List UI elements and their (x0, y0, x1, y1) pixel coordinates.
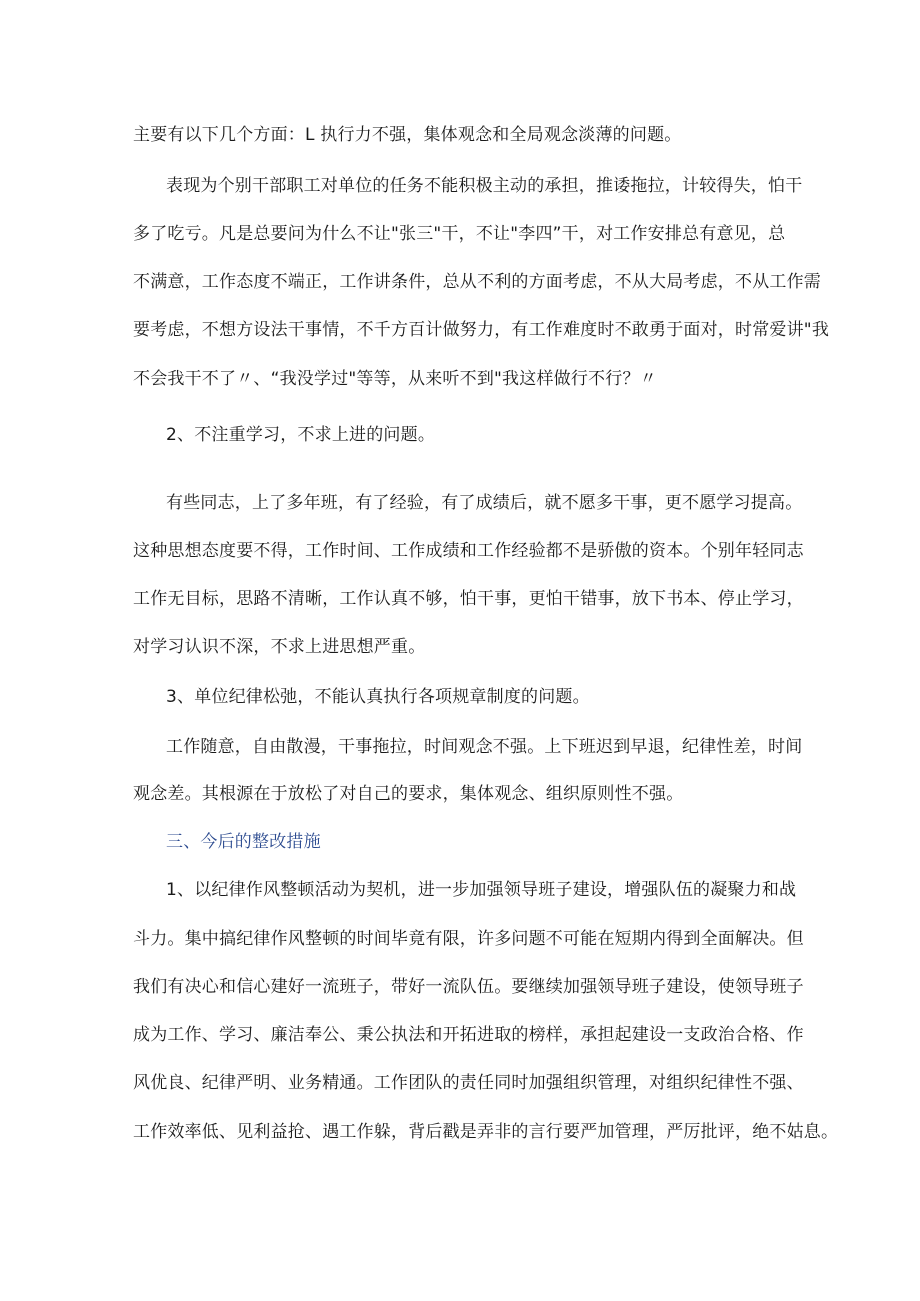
chapter-heading: 三、今后的整改措施 (166, 832, 321, 852)
text-line: 不会我干不了〃、“我没学过"等等，从来听不到"我这样做行不行？〃 (133, 369, 657, 389)
text-line: 风优良、纪律严明、业务精通。工作团队的责任同时加强组织管理，对组织纪律性不强、 (133, 1073, 804, 1093)
section-heading: 2、不注重学习，不求上进的问题。 (166, 425, 436, 445)
section-heading: 3、单位纪律松弛，不能认真执行各项规章制度的问题。 (166, 687, 590, 707)
text-line: 观念差。其根源在于放松了对自己的要求，集体观念、组织原则性不强。 (133, 784, 684, 804)
text-line: 工作无目标，思路不清晰，工作认真不够，怕干事，更怕干错事，放下书本、停止学习， (133, 589, 804, 609)
text-line: 这种思想态度要不得，工作时间、工作成绩和工作经验都不是骄傲的资本。个别年轻同志 (133, 541, 804, 561)
text-line: 我们有决心和信心建好一流班子，带好一流队伍。要继续加强领导班子建设，使领导班子 (133, 977, 804, 997)
text-line: 不满意，工作态度不端正，工作讲条件，总从不利的方面考虑，不从大局考虑，不从工作需 (133, 272, 821, 292)
text-line: 主要有以下几个方面：L 执行力不强，集体观念和全局观念淡薄的问题。 (133, 125, 682, 145)
text-line: 工作效率低、见利益抢、遇工作躲，背后戳是弄非的言行要严加管理，严厉批评，绝不姑息。 (133, 1122, 839, 1142)
text-line: 要考虑，不想方设法干事情，不千方百计做努力，有工作难度时不敢勇于面对，时常爱讲"我 (133, 320, 830, 340)
paragraph-line: 有些同志，上了多年班，有了经验，有了成绩后，就不愿多干事，更不愿学习提高。 (166, 493, 803, 513)
text-line: 斗力。集中搞纪律作风整顿的时间毕竟有限，许多问题不可能在短期内得到全面解决。但 (133, 929, 804, 949)
paragraph-line: 1、以纪律作风整顿活动为契机，进一步加强领导班子建设，增强队伍的凝聚力和战 (166, 880, 797, 900)
text-line: 对学习认识不深，不求上进思想严重。 (133, 637, 426, 657)
paragraph-line: 工作随意，自由散漫，干事拖拉，时间观念不强。上下班迟到早退，纪律性差，时间 (166, 737, 803, 757)
paragraph-line: 表现为个别干部职工对单位的任务不能积极主动的承担，推诿拖拉，计较得失，怕干 (166, 176, 803, 196)
text-line: 成为工作、学习、廉洁奉公、秉公执法和开拓进取的榜样，承担起建设一支政治合格、作 (133, 1025, 804, 1045)
text-line: 多了吃亏。凡是总要问为什么不让"张三"干，不让"李四”干，对工作安排总有意见，总 (133, 224, 786, 244)
